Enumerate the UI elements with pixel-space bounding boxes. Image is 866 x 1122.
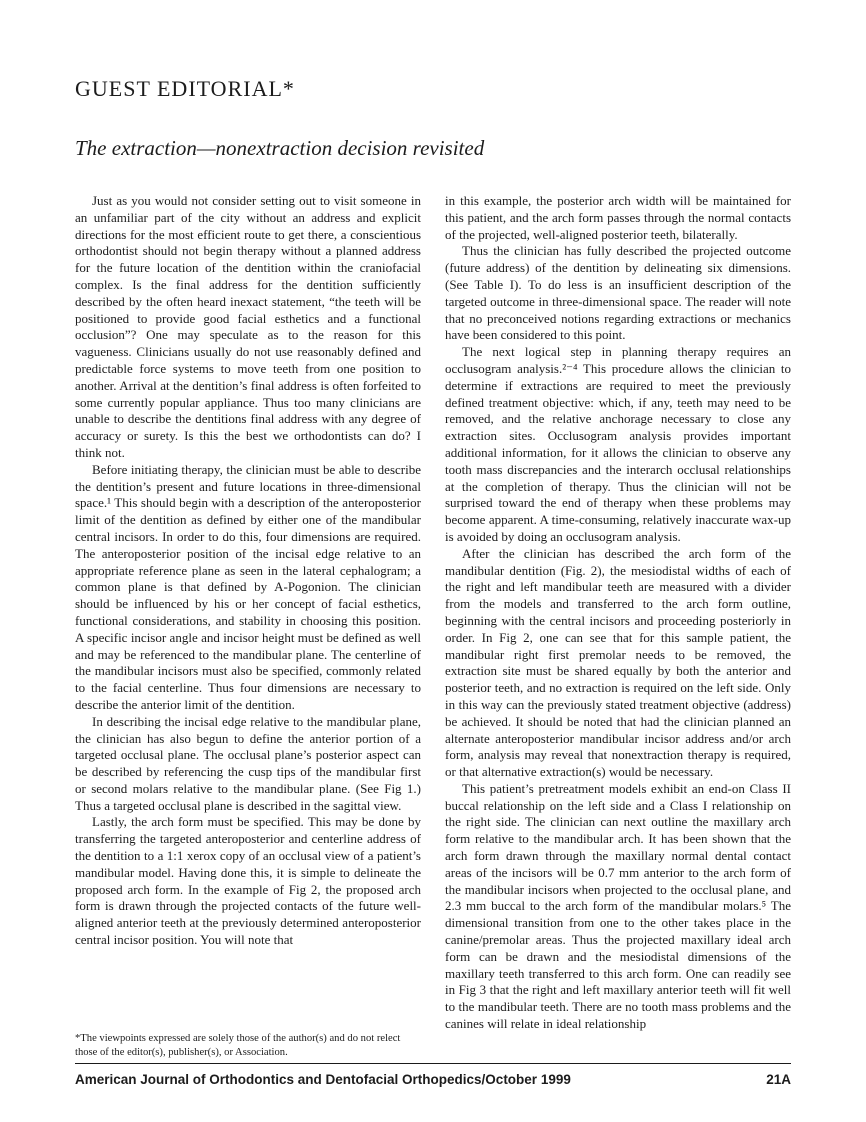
paragraph: Thus the clinician has fully described the projected outcome (future address) of the dentition by delineating six dimensions. (See Table I). To do less is an insufficient description of the targeted outcome in three-dimensional space. The reader will note that no preconceived notions regarding extractions or mechanics have been considered to this point. — [445, 243, 791, 343]
paragraph: Lastly, the arch form must be specified. This may be done by transferring the targeted anteroposterior and centerline address of the dentition to a 1:1 xerox copy of an occlusal view of a patient’s mandibular model. Having done this, it is simple to delineate the proposed arch form. In the example of Fig 2, the proposed arch form is drawn through the projected contacts of the future well-aligned anterior teeth at the previously determined anteroposterior central incisor position. You will note that — [75, 814, 421, 948]
paragraph: The next logical step in planning therapy requires an occlusogram analysis.²⁻⁴ This procedure allows the clinician to determine if extractions are required to meet the previously defined treatment objective: which, if any, teeth may need to be removed, and the relative anchorage necessary to close any extraction sites. Occlusogram analysis provides important additional information, for it allows the clinician to observe any tooth mass discrepancies and the interarch occlusal relationships at the completion of therapy. Thus the clinician will not be surprised toward the end of therapy when these problems may become apparent. A time-consuming, relatively inaccurate wax-up is avoided by doing an occlusogram analysis. — [445, 344, 791, 544]
paragraph: Just as you would not consider setting out to visit someone in an unfamiliar part of the city without an address and explicit directions for the most efficient route to get there, a conscientious orthodontist should not begin therapy without a planned address for the future location of the dentition within the craniofacial complex. Is the final address for the dentition sufficiently described by the often heard inexact statement, “the teeth will be positioned to provide good facial esthetics and a functional occlusion”? One may speculate as to the reason for this vagueness. Clinicians usually do not use reasonably defined and predictable force systems to move teeth from one position to another. Arrival at the dentition’s final address is often forfeited to some currently popular appliance. Thus too many clinicians are unable to describe the dentitions final address with any degree of accuracy or surety. Is this the best we orthodontists can do? I think not. — [75, 193, 421, 460]
paragraph: Before initiating therapy, the clinician must be able to describe the dentition’s present and future locations in three-dimensional space.¹ This should begin with a description of the anteroposterior limit of the dentition as defined by either one of the mandibular central incisors. In order to do this, four dimensions are required. The anteroposterior position of the incisal edge relative to an appropriate reference plane as seen in the lateral cephalogram; a common plane is that defined by A-Pogonion. The clinician should be influenced by his or her concept of facial esthetics, functional considerations, and stability in choosing this position. A specific incisor angle and incisor height must be defined as well and may be referenced to the mandibular plane. The centerline of the mandibular incisors must also be specified, commonly related to the facial centerline. Thus four dimensions are necessary to describe the anterior limit of the dentition. — [75, 461, 421, 712]
section-heading: GUEST EDITORIAL* — [75, 76, 295, 101]
article-title: The extraction—nonextraction decision revisited — [75, 136, 485, 160]
paragraph: in this example, the posterior arch width will be maintained for this patient, and the arch form passes through the normal contacts of the projected, well-aligned posterior teeth, bilaterally. — [445, 193, 791, 242]
paragraph: In describing the incisal edge relative to the mandibular plane, the clinician has also begun to define the anterior portion of a targeted occlusal plane. The occlusal plane’s posterior aspect can be described by referencing the cusp tips of the mandibular first or second molars relative to the mandibular plane. (See Fig 1.) Thus a targeted occlusal plane is described in the sagittal view. — [75, 713, 421, 813]
page-content — [75, 76, 791, 1033]
journal-name-footer: American Journal of Orthodontics and Dentofacial Orthopedics/October 1999 — [75, 1072, 571, 1087]
right-column — [445, 193, 791, 1033]
page-footer — [75, 1063, 791, 1087]
paragraph: After the clinician has described the arch form of the mandibular dentition (Fig. 2), the mesiodistal widths of each of the right and left mandibular teeth are measured with a divider from the models and transferred to the arch form outline, beginning with the central incisors and proceeding posteriorly in order. In Fig 2, one can see that for this sample patient, the mandibular right first premolar needs to be removed, the extraction site must be shared equally by both the anterior and posterior teeth, and no extraction is required on the left side. Only in this way can the previously stated treatment objective (address) be achieved. It should be noted that had the clinician planned an alternate anteroposterior mandibular incisor address and/or arch form, analysis may reveal that nonextraction therapy is required, or that alternative extraction(s) would be necessary. — [445, 545, 791, 780]
left-column — [75, 193, 421, 1033]
author-footnote: *The viewpoints expressed are solely those of the author(s) and do not relect those of the editor(s), publisher(s), or Association. — [75, 1033, 401, 1058]
page-number: 21A — [766, 1072, 791, 1087]
paragraph: This patient’s pretreatment models exhibit an end-on Class II buccal relationship on the left side and a Class I relationship on the right side. The clinician can next outline the maxillary arch form relative to the mandibular arch. It has been shown that the arch form drawn through the maxillary normal dental contact areas of the incisors will be 0.7 mm anterior to the arch form of the mandibular incisors when projected to the occlusal plane, and 2.3 mm buccal to the arch form of the mandibular molars.⁵ The dimensional transition from one to the other takes place in the canine/premolar areas. Thus the projected maxillary ideal arch form can be drawn and the mesiodistal dimensions of the maxillary teeth transferred to this arch form. One can readily see in Fig 3 that the right and left maxillary anterior teeth will fit well to the mandibular teeth. There are no tooth mass problems and the canines will relate in ideal relationship — [445, 780, 791, 1032]
two-column-body — [75, 193, 791, 1033]
